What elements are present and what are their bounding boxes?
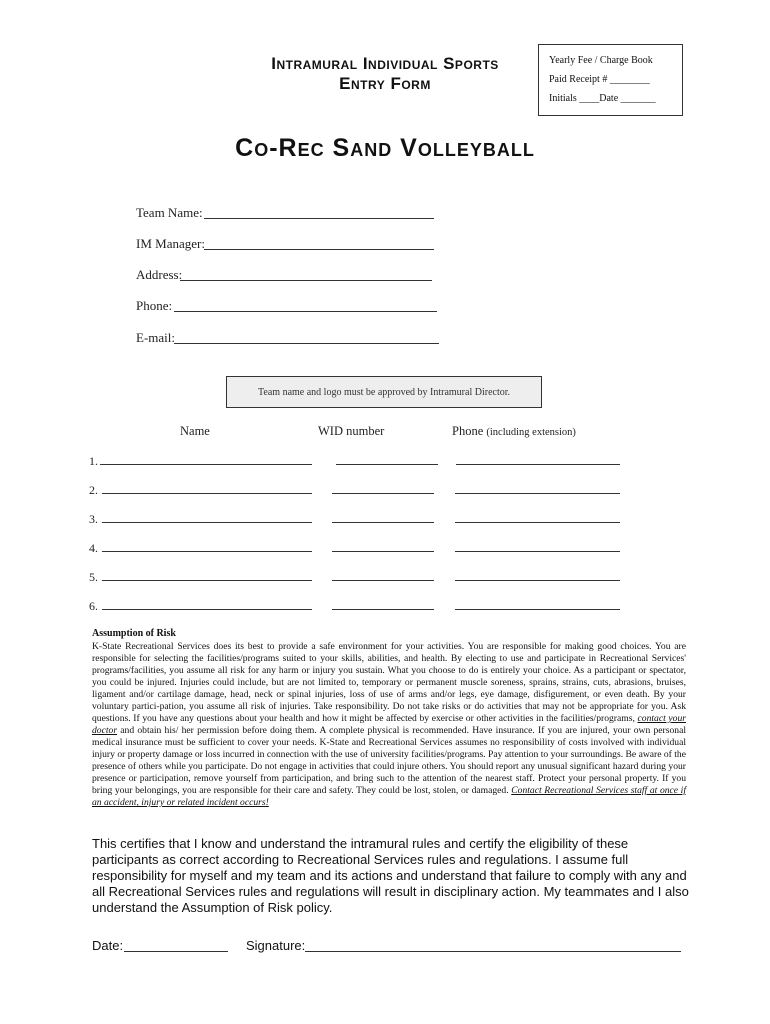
fee-box-line1: Yearly Fee / Charge Book	[549, 55, 653, 66]
row-number: 4.	[89, 541, 98, 555]
address-field[interactable]	[180, 280, 432, 281]
roster-wid-field[interactable]	[332, 609, 434, 610]
roster-wid-field[interactable]	[332, 551, 434, 552]
col-wid-header: WID number	[318, 424, 385, 438]
roster-wid-field[interactable]	[332, 580, 434, 581]
phone-label: Phone:	[136, 298, 173, 313]
roster-phone-field[interactable]	[455, 522, 620, 523]
row-number: 2.	[89, 483, 98, 497]
address-label: Address:	[136, 267, 183, 282]
team-name-field[interactable]	[204, 218, 434, 219]
row-number: 5.	[89, 570, 98, 584]
roster-phone-field[interactable]	[455, 580, 620, 581]
contact-staff-note: Contact Recreational Services staff at once if an accident, injury or related incident occurs!	[92, 785, 687, 808]
col-phone-header	[452, 424, 576, 439]
roster-wid-field[interactable]	[336, 464, 438, 465]
roster-name-field[interactable]	[100, 464, 312, 465]
col-phone-note: (including extension)	[486, 427, 576, 438]
signature-field[interactable]	[305, 951, 681, 952]
risk-text-part1: K-State Recreational Services does its best to provide a safe environment for your activities. You are responsible for making good choices. You are responsible for selecting the facilities/programs suited to your skills, abilities, and health. By electing to use and participate in Recreational Services' programs/facilities, you assume all risk for any harm or injury you sustain. What you choose to do is entirely your choice. As a participant or spectator, you could be injured. Injuries could include, but are not limited to, temporary or permanent muscle soreness, sprains, strains, cuts, abrasions, bruises, ligament and/or cartilage damage, head, neck or spinal injuries, loss of use of arms and/or legs, eye damage, disfigurement, or even death. By your voluntary partici-pation, you assume all risk of injuries. Take responsibility. Do not take risks or do activities that may not be appropriate for you. Ask questions. If you have any questions about your health and how it might be affected by exercise or other activities in the facilities/programs,	[92, 641, 686, 724]
phone-field[interactable]	[174, 311, 437, 312]
col-phone-label: Phone	[452, 424, 484, 438]
approval-notice-text: Team name and logo must be approved by Intramural Director.	[258, 386, 510, 398]
roster-phone-field[interactable]	[456, 464, 620, 465]
roster-wid-field[interactable]	[332, 522, 434, 523]
roster-name-field[interactable]	[102, 580, 312, 581]
form-title-line1: Intramural Individual Sports	[271, 54, 499, 73]
roster-name-field[interactable]	[102, 551, 312, 552]
im-manager-field[interactable]	[204, 249, 434, 250]
row-number: 6.	[89, 599, 98, 613]
form-title	[230, 54, 540, 94]
email-label: E-mail:	[136, 330, 175, 345]
roster-name-field[interactable]	[102, 609, 312, 610]
roster-phone-field[interactable]	[455, 551, 620, 552]
roster-wid-field[interactable]	[332, 493, 434, 494]
roster-phone-field[interactable]	[455, 609, 620, 610]
risk-text-part2: and obtain his/ her permission before doing them. A complete physical is recommended. Have insurance. If you are injured, your own personal medical insurance must be sufficient to cover your needs. K-State and Recreational Services assumes no responsibility of costs involved with individual injury or property damage or loss incurred in connection with the use of university facilities/programs. Pay attention to your surroundings. Be aware of the presence of others while you participate. Do not engage in activities that could injure others. You should report any unusual significant hazard during your presence or participation, remove yourself from participation, and bring such to the attention of the nearest staff. Protect your personal property. If you bring your belongings, you are responsible for their care and safety. They could be lost, stolen, or damaged.	[92, 725, 686, 796]
roster-name-field[interactable]	[102, 493, 312, 494]
fee-box-line2: Paid Receipt # ________	[549, 74, 650, 85]
im-manager-label: IM Manager:	[136, 236, 205, 251]
col-name-header: Name	[180, 424, 210, 438]
office-use-box	[538, 44, 683, 116]
fee-box-line3: Initials ____Date _______	[549, 93, 656, 104]
row-number: 1.	[89, 454, 98, 468]
date-label: Date:	[92, 938, 124, 953]
sport-title: Co-Rec Sand Volleyball	[235, 134, 535, 162]
risk-heading: Assumption of Risk	[92, 628, 176, 639]
certification-text: This certifies that I know and understand the intramural rules and certify the eligibility of these participants as correct according to Recreational Services rules and regulations. I assume full responsibility for myself and my team and its actions and understand that failure to comply with any and all Recreational Services rules and regulations will result in disciplinary action. My teammates and I also understand the Assumption of Risk policy.	[92, 836, 689, 915]
date-field[interactable]	[124, 951, 228, 952]
contact-doctor-note: contact your doctor	[92, 713, 686, 736]
form-title-line2: Entry Form	[339, 74, 431, 93]
risk-body	[92, 641, 686, 809]
signature-label: Signature:	[246, 938, 306, 953]
email-field[interactable]	[174, 343, 439, 344]
approval-notice	[226, 376, 542, 408]
team-name-label: Team Name:	[136, 205, 203, 220]
roster-name-field[interactable]	[102, 522, 312, 523]
roster-phone-field[interactable]	[455, 493, 620, 494]
row-number: 3.	[89, 512, 98, 526]
